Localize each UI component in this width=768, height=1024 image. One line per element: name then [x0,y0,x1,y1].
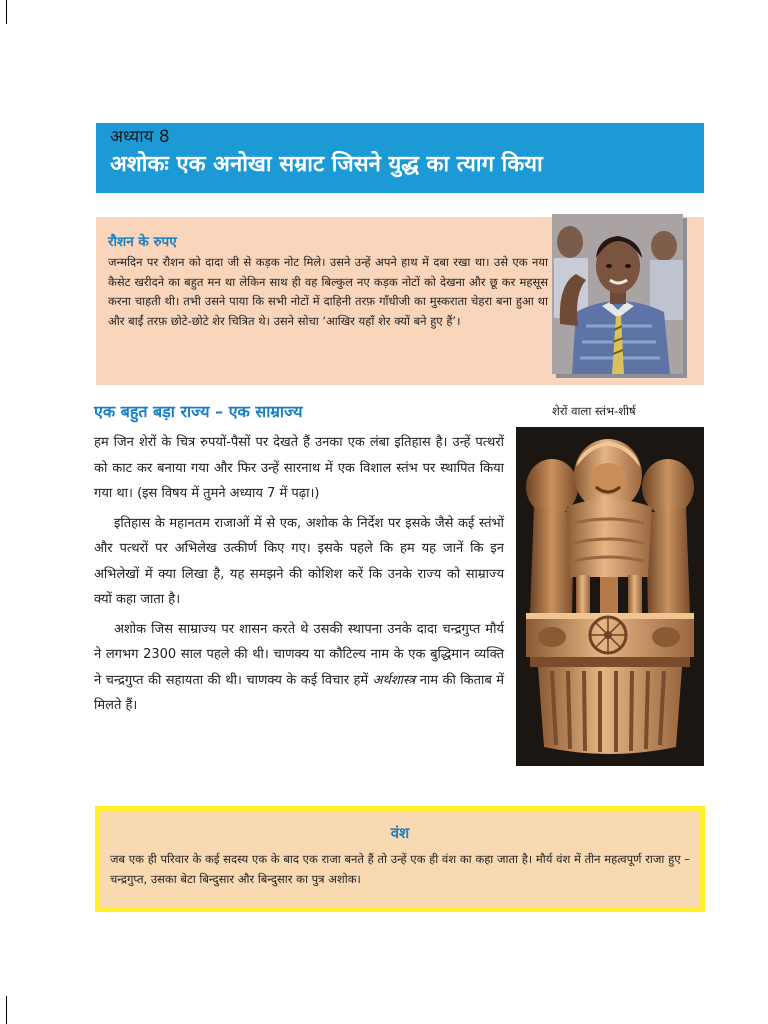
chapter-header [96,123,704,193]
paragraph-1: हम जिन शेरों के चित्र रुपयों-पैसों पर देखते हैं उनका एक लंबा इतिहास है। उन्हें पत्थरों को काट कर बनाया गया और फिर उन्हें सारनाथ में एक विशाल स्तंभ पर स्थापित किया गया था। (इस विषय में तुमने अध्याय 7 में पढ़ा।) [94,435,504,501]
vamsh-body: जब एक ही परिवार के कई सदस्य एक के बाद एक राजा बनते हैं तो उन्हें एक ही वंश का कहा जाता है। मौर्य वंश में तीन महत्वपूर्ण राजा हुए – चन्द्रगुप्त, उसका बेटा बिन्दुसार और बिन्दुसार का पुत्र अशोक। [110,852,690,886]
paragraph-3-end: नाम की किताब में मिलते हैं। [94,672,505,713]
chapter-title: अशोकः एक अनोखा सम्राट जिसने युद्ध का त्याग किया [110,152,543,177]
paragraph-3-text: अशोक जिस साम्राज्य पर शासन करते थे उसकी स्थापना उनके दादा चन्द्रगुप्त मौर्य ने लगभग 2300 साल पहले की थी। चाणक्य या कौटिल्य नाम के एक बुद्धिमान व्यक्ति ने चन्द्रगुप्त की सहायता की थी। चाणक्य के कई विचार हमें [94,621,504,688]
main-text [94,430,504,723]
vamsh-title: वंश [390,824,410,842]
vamsh-box [95,806,705,912]
paragraph-2: इतिहास के महानतम राजाओं में से एक, अशोक के निर्देश पर इसके जैसे कई स्तंभों और पत्थरों पर अभिलेख उत्कीर्ण किए गए। इसके पहले कि हम यह जानें कि इन अभिलेखों में क्या लिखा है, यह समझने की कोशिश करें कि उनके राज्य को साम्राज्य क्यों कहा जाता है। [94,515,504,607]
image-caption: शेरों वाला स्तंभ-शीर्ष [552,404,636,418]
lion-capital-illustration [516,427,704,766]
paragraph-3 [94,617,504,719]
crop-mark-bottom [6,996,7,1024]
arthashastra-title: अर्थशास्त्र [372,672,416,688]
crop-mark-top [6,0,7,24]
intro-body: जन्मदिन पर रौशन को दादा जी से कड़क नोट मिले। उसने उन्हें अपने हाथ में दबा रखा था। उसे एक नया कैसेट खरीदने का बहुत मन था लेकिन साथ ही वह बिल्कुल नए कड़क नोटों को देखना और छू कर महसूस करना चाहती थी। तभी उसने पाया कि सभी नोटों में दाहिनी तरफ़ गाँधीजी का मुस्कराता चेहरा बना हुआ था और बाईं तरफ़ छोटे-छोटे शेर चित्रित थे। उसने सोचा ‘आखिर यहाँ शेर क्यों बने हुए हैं’। [108,255,548,328]
lion-capital-image [516,427,704,766]
intro-heading: रौशन के रुपए [108,234,177,250]
section-title: एक बहुत बड़ा राज्य – एक साम्राज्य [94,402,303,421]
vamsh-inner [100,811,700,907]
intro-text [108,231,548,331]
girl-photo [552,214,683,374]
chapter-number: अध्याय 8 [110,127,170,147]
girl-illustration [552,214,683,374]
